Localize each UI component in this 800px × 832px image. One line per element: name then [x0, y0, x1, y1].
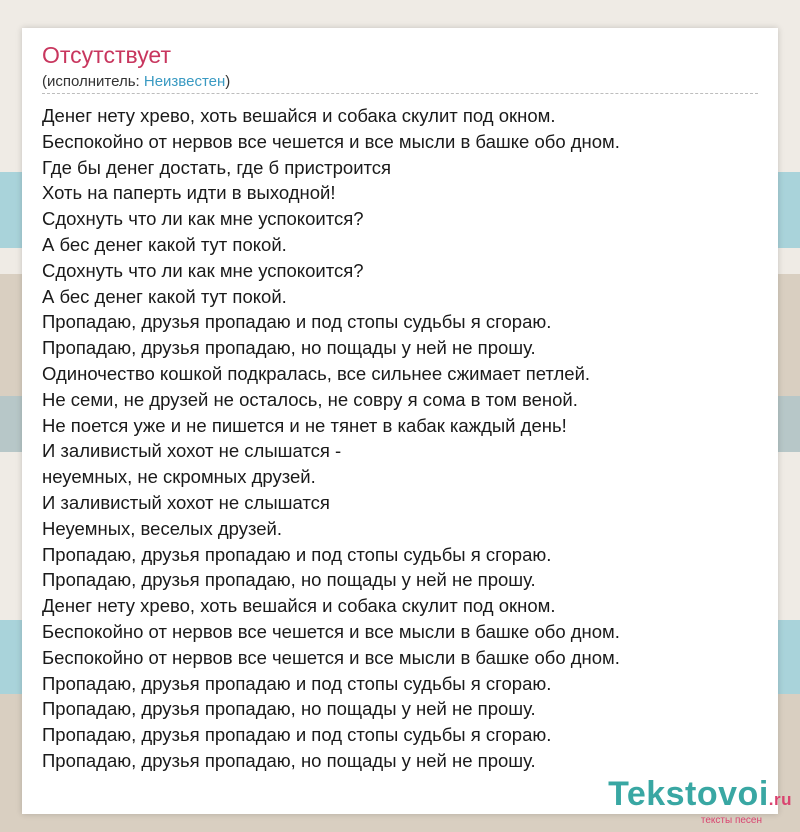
lyric-line: Пропадаю, друзья пропадаю и под стопы судьбы я сгораю. — [42, 672, 552, 694]
lyric-line: Пропадаю, друзья пропадаю, но пощады у ней не прошу. — [42, 749, 536, 771]
lyric-line: А бес денег какой тут покой. — [42, 285, 287, 307]
lyric-line: Пропадаю, друзья пропадаю и под стопы судьбы я сгораю. — [42, 724, 552, 746]
watermark-tagline: тексты песен — [700, 815, 762, 826]
watermark-logo — [608, 777, 792, 817]
lyric-line: Не семи, не друзей не осталось, не соврy я сома в том веной. — [42, 388, 578, 410]
lyric-line: Где бы денег достать, где б пристроится — [42, 156, 392, 178]
lyric-line: Одиночество кошкой подкралась, все сильнее сжимает петлей. — [42, 362, 591, 384]
lyric-line: Беспокойно от нервов все чешется и все мысли в башке обо дном. — [42, 130, 620, 152]
artist-link[interactable]: Неизвестен — [143, 73, 226, 90]
lyric-line: Неуемных, веселых друзей. — [42, 517, 283, 539]
lyric-line: Сдохнуть что ли как мне успокоится? — [42, 259, 364, 281]
artist-prefix: (исполнитель: — [42, 73, 144, 90]
song-title: Отсутствует — [42, 42, 171, 68]
lyric-line: И заливистый хохот не слышатся - — [42, 440, 342, 462]
lyric-line: Пропадаю, друзья пропадаю, но пощады у ней не прошу. — [42, 337, 536, 359]
divider — [42, 93, 758, 94]
lyric-line: А бес денег какой тут покой. — [42, 233, 287, 255]
lyrics-card — [22, 28, 778, 814]
lyric-line: Денег нету хрево, хоть вешайся и собака скулит под окном. — [42, 595, 556, 617]
lyric-line: неуемных, не скромных друзей. — [42, 466, 316, 488]
site-watermark — [608, 777, 792, 826]
lyric-line: Денег нету хрево, хоть вешайся и собака скулит под окном. — [42, 105, 556, 126]
watermark-name: Tekstovoi — [608, 775, 769, 813]
lyric-line: Сдохнуть что ли как мне успокоится? — [42, 208, 364, 230]
lyric-line: Пропадаю, друзья пропадаю, но пощады у ней не прошу. — [42, 569, 536, 591]
lyrics-text — [42, 103, 620, 774]
artist-line — [42, 73, 230, 90]
watermark-tld: .ru — [768, 790, 792, 809]
lyric-line: И заливистый хохот не слышатся — [42, 491, 330, 513]
lyric-line: Беспокойно от нервов все чешется и все мысли в башке обо дном. — [42, 646, 620, 668]
lyric-line: Пропадаю, друзья пропадаю и под стопы судьбы я сгораю. — [42, 543, 552, 565]
lyric-line: Беспокойно от нервов все чешется и все мысли в башке обо дном. — [42, 620, 620, 642]
lyric-line: Не поется уже и не пишется и не тянет в кабак каждый день! — [42, 414, 567, 436]
lyric-line: Пропадаю, друзья пропадаю, но пощады у ней не прошу. — [42, 698, 536, 720]
artist-suffix: ) — [225, 73, 231, 90]
lyric-line: Пропадаю, друзья пропадаю и под стопы судьбы я сгораю. — [42, 311, 552, 333]
lyric-line: Хоть на паперть идти в выходной! — [42, 182, 336, 204]
